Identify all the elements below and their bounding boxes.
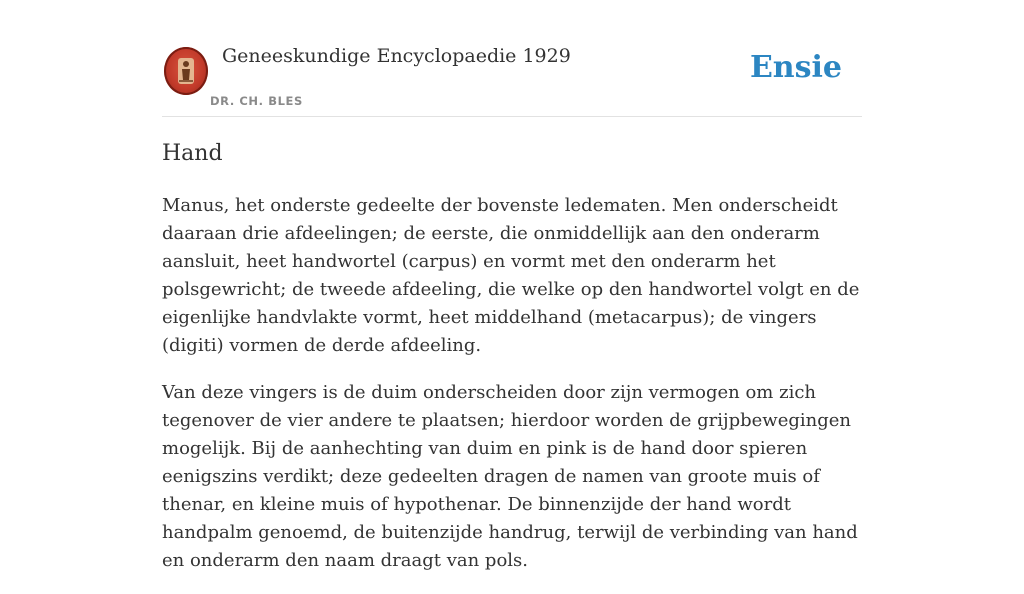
- page-header: [162, 0, 862, 117]
- article-body: [162, 192, 862, 594]
- author-name[interactable]: DR. CH. BLES: [210, 94, 303, 108]
- brand-logo[interactable]: Ensie: [749, 50, 842, 85]
- paragraph: Van deze vingers is de duim onderscheiden door zijn vermogen om zich tegenover de vier andere te plaatsen; hierdoor worden de grijpbewegingen mogelijk. Bij de aanhechting van duim en pink is de hand door spieren eenigszins verdikt; deze gedeelten dragen de namen van groote muis of thenar, en kleine muis of hypothenar. De binnenzijde der hand wordt handpalm genoemd, de buitenzijde handrug, terwijl de verbinding van hand en onderarm den naam draagt van pols.: [162, 382, 858, 571]
- paragraph: Manus, het onderste gedeelte der bovenste ledematen. Men onderscheidt daaraan drie afdeelingen; de eerste, die onmiddellijk aan den onderarm aansluit, heet handwortel (carpus) en vormt met den onderarm het polsgewricht; de tweede afdeeling, die welke op den handwortel volgt en de eigenlijke handvlakte vormt, heet middelhand (metacarpus); de vingers (digiti) vormen de derde afdeeling.: [162, 195, 860, 356]
- book-cover-icon[interactable]: [164, 47, 208, 95]
- work-title[interactable]: Geneeskundige Encyclopaedie 1929: [222, 45, 571, 67]
- page-title: Hand: [162, 141, 223, 166]
